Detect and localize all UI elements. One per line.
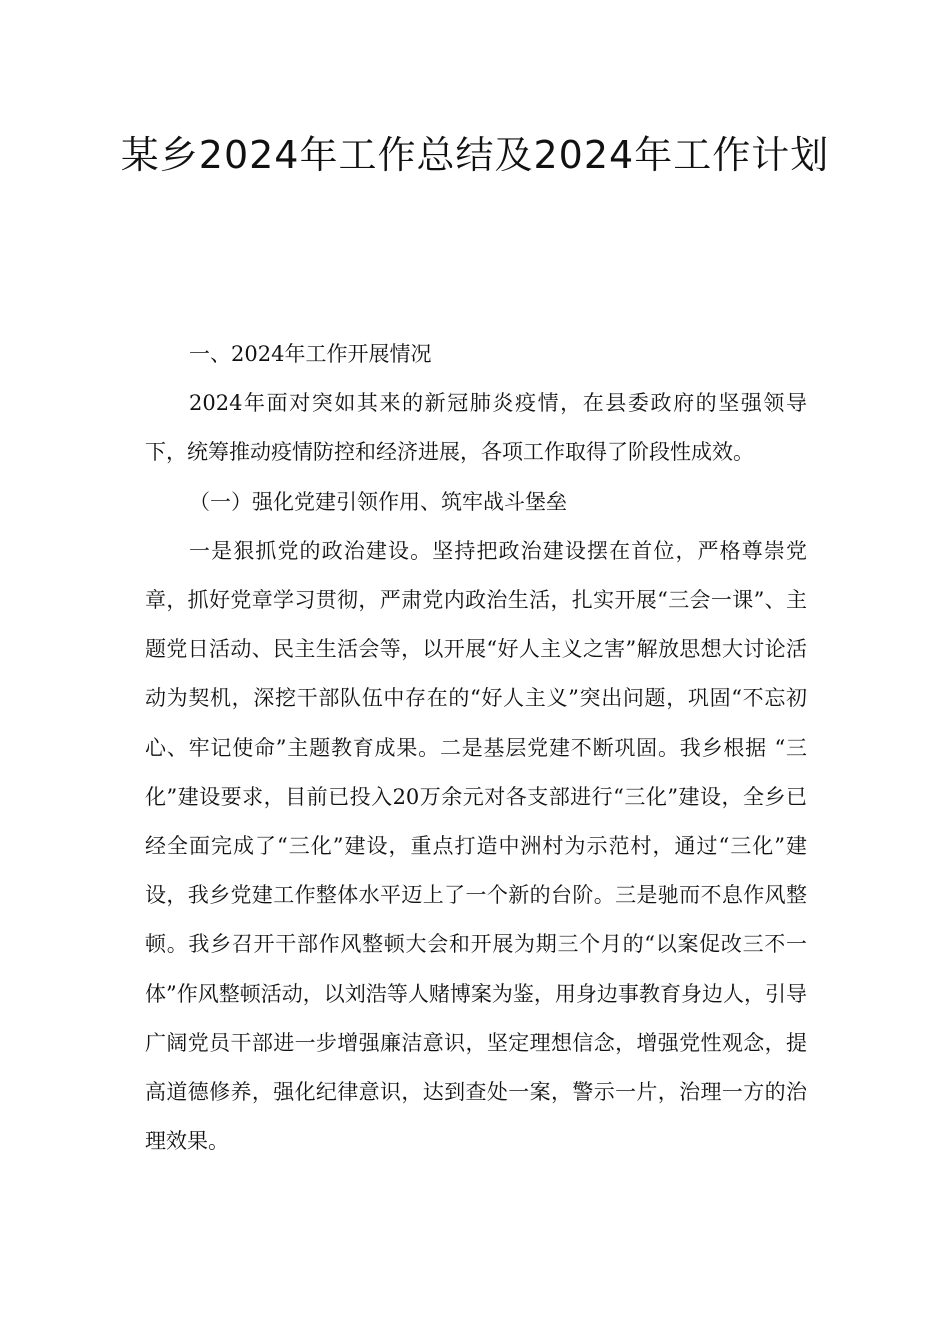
- subsection-heading: （一）强化党建引领作用、筑牢战斗堡垒: [189, 489, 567, 514]
- main-paragraph: 一是狠抓党的政治建设。坚持把政治建设摆在首位，严格尊崇党章，抓好党章学习贯彻，严肃党内政治生活，扎实开展“三会一课”、主题党日活动、民主生活会等，以开展“好人主义之害”解放思想大讨论活动为契机，深挖干部队伍中存在的“好人主义”突出问题，巩固“不忘初心、牢记使命”主题教育成果。二是基层党建不断巩固。我乡根据 “三化”建设要求，目前已投入20万余元对各支部进行“三化”建设，全乡已经全面完成了“三化”建设，重点打造中洲村为示范村，通过“三化”建设，我乡党建工作整体水平迈上了一个新的台阶。三是驰而不息作风整顿。我乡召开干部作风整顿大会和开展为期三个月的“以案促改三不一体”作风整顿活动，以刘浩等人赌博案为鉴，用身边事教育身边人，引导广阔党员干部进一步增强廉洁意识，坚定理想信念，增强党性观念，提高道德修养，强化纪律意识，达到查处一案，警示一片，治理一方的治理效果。: [145, 538, 807, 1154]
- intro-paragraph: 2024年面对突如其来的新冠肺炎疫情，在县委政府的坚强领导下，统筹推动疫情防控和经济进展，各项工作取得了阶段性成效。: [145, 391, 807, 465]
- section-heading: 一、2024年工作开展情况: [189, 342, 432, 366]
- document-title: 某乡2024年工作总结及2024年工作计划: [120, 133, 830, 177]
- document-body: [145, 330, 807, 1166]
